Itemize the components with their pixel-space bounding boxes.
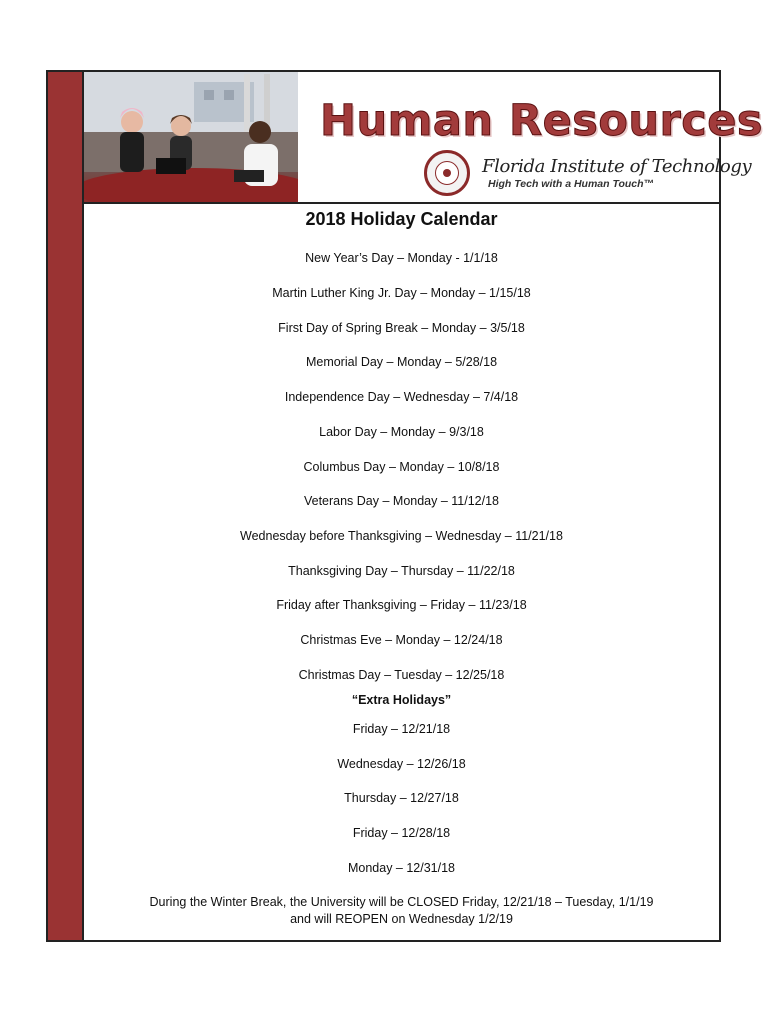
extra-holiday-item: Wednesday – 12/26/18 bbox=[337, 757, 466, 771]
holiday-item: New Year’s Day – Monday - 1/1/18 bbox=[305, 251, 498, 265]
holiday-item: Christmas Day – Tuesday – 12/25/18 bbox=[298, 668, 505, 682]
header-photo bbox=[84, 72, 298, 202]
holiday-item: Friday after Thanksgiving – Friday – 11/23/18 bbox=[276, 598, 527, 612]
holiday-item: Wednesday before Thanksgiving – Wednesday – 11/21/18 bbox=[240, 529, 563, 543]
sidebar-accent-bar bbox=[48, 72, 84, 940]
extra-holiday-item: Monday – 12/31/18 bbox=[347, 861, 456, 875]
header-title: Human Resources bbox=[320, 96, 763, 146]
holiday-item: Martin Luther King Jr. Day – Monday – 1/15/18 bbox=[272, 286, 531, 300]
holiday-item: Christmas Eve – Monday – 12/24/18 bbox=[300, 633, 503, 647]
institution-name: Florida Institute of Technology bbox=[482, 156, 752, 177]
winter-break-note-line1: During the Winter Break, the University will be CLOSED Friday, 12/21/18 – Tuesday, 1/1/19 bbox=[149, 895, 654, 909]
extra-holidays-heading: “Extra Holidays” bbox=[351, 693, 452, 707]
extra-holiday-item: Thursday – 12/27/18 bbox=[344, 791, 459, 805]
holiday-item: Independence Day – Wednesday – 7/4/18 bbox=[284, 390, 519, 404]
calendar-title: 2018 Holiday Calendar bbox=[305, 209, 498, 229]
holiday-item: Memorial Day – Monday – 5/28/18 bbox=[305, 355, 498, 369]
winter-break-note bbox=[84, 894, 719, 928]
university-seal-icon bbox=[424, 150, 470, 196]
meeting-photo-illustration bbox=[84, 72, 298, 202]
holiday-item: Thanksgiving Day – Thursday – 11/22/18 bbox=[288, 564, 515, 578]
holiday-item: Veterans Day – Monday – 11/12/18 bbox=[303, 494, 500, 508]
extra-holiday-item: Friday – 12/28/18 bbox=[352, 826, 451, 840]
holiday-item: Labor Day – Monday – 9/3/18 bbox=[319, 425, 484, 439]
calendar-content bbox=[84, 204, 719, 940]
header-banner bbox=[84, 72, 763, 204]
holiday-item: First Day of Spring Break – Monday – 3/5/18 bbox=[278, 321, 525, 335]
extra-holiday-item: Friday – 12/21/18 bbox=[352, 722, 451, 736]
institution-tagline: High Tech with a Human Touch™ bbox=[488, 178, 655, 190]
document-frame bbox=[46, 70, 763, 942]
holiday-item: Columbus Day – Monday – 10/8/18 bbox=[303, 460, 500, 474]
winter-break-note-line2: and will REOPEN on Wednesday 1/2/19 bbox=[290, 912, 513, 926]
